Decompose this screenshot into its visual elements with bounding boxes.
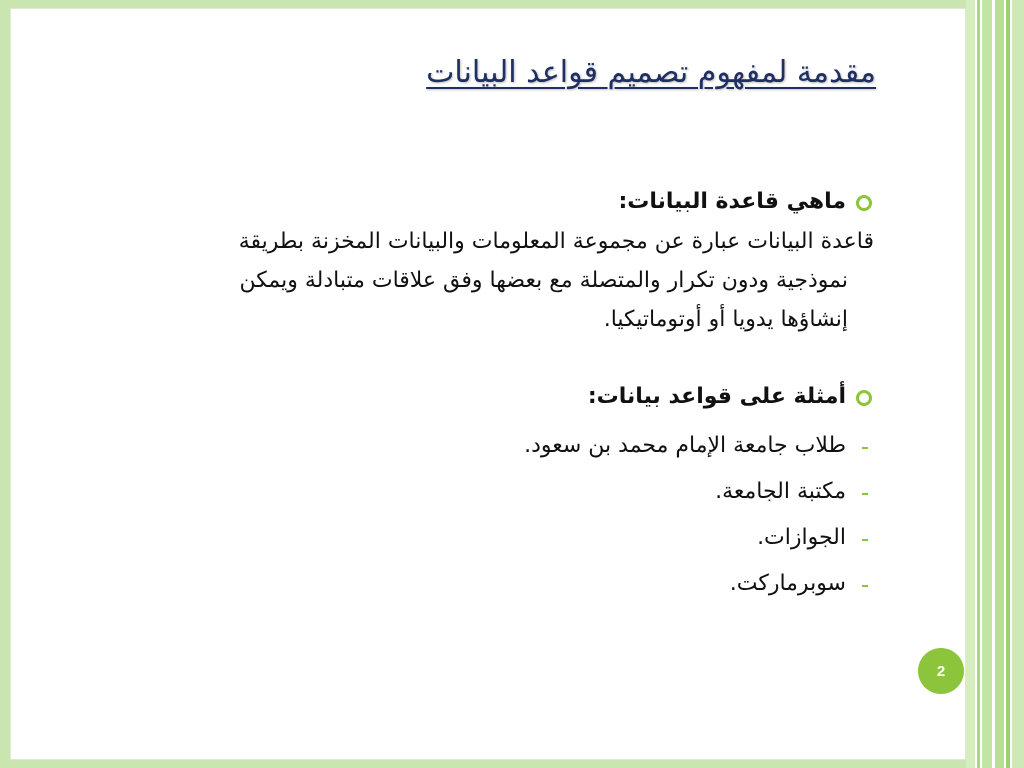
paragraph-line: إنشاؤها يدويا أو أوتوماتيكيا. (603, 307, 848, 332)
list-item-text: طلاب جامعة الإمام محمد بن سعود. (524, 433, 846, 458)
definition-paragraph (96, 222, 874, 339)
dash-bullet-icon (862, 539, 868, 541)
page-number-badge: 2 (918, 648, 964, 694)
dash-bullet-icon (862, 493, 868, 495)
paragraph-line: قاعدة البيانات عبارة عن مجموعة المعلومات والبيانات المخزنة بطريقة (238, 229, 874, 254)
section-heading-definition (96, 184, 874, 220)
section-heading-text: ماهي قاعدة البيانات: (618, 189, 846, 214)
dash-bullet-icon (862, 447, 868, 449)
slide-title: مقدمة لمفهوم تصميم قواعد البيانات (426, 55, 876, 90)
list-item (96, 423, 874, 469)
section-heading-examples (96, 379, 874, 415)
decorative-stripe (977, 0, 980, 768)
decorative-stripe (995, 0, 1004, 768)
list-item (96, 469, 874, 515)
list-item (96, 515, 874, 561)
list-item-text: سوبرماركت. (729, 571, 846, 596)
slide-content (96, 184, 874, 607)
decorative-stripe (1006, 0, 1010, 768)
paragraph-line: نموذجية ودون تكرار والمتصلة مع بعضها وفق علاقات متبادلة ويمكن (239, 268, 848, 293)
frame-top-border (0, 0, 966, 8)
circle-bullet-icon (856, 195, 872, 211)
decorative-stripe (1012, 0, 1024, 768)
circle-bullet-icon (856, 390, 872, 406)
decorative-stripe (982, 0, 992, 768)
decorative-stripe (966, 0, 975, 768)
frame-bottom-border (0, 760, 966, 768)
examples-list (96, 423, 874, 607)
list-item-text: مكتبة الجامعة. (715, 479, 846, 504)
section-heading-text: أمثلة على قواعد بيانات: (587, 384, 846, 409)
frame-left-border (0, 0, 10, 768)
dash-bullet-icon (862, 585, 868, 587)
list-item-text: الجوازات. (757, 525, 846, 550)
list-item (96, 561, 874, 607)
